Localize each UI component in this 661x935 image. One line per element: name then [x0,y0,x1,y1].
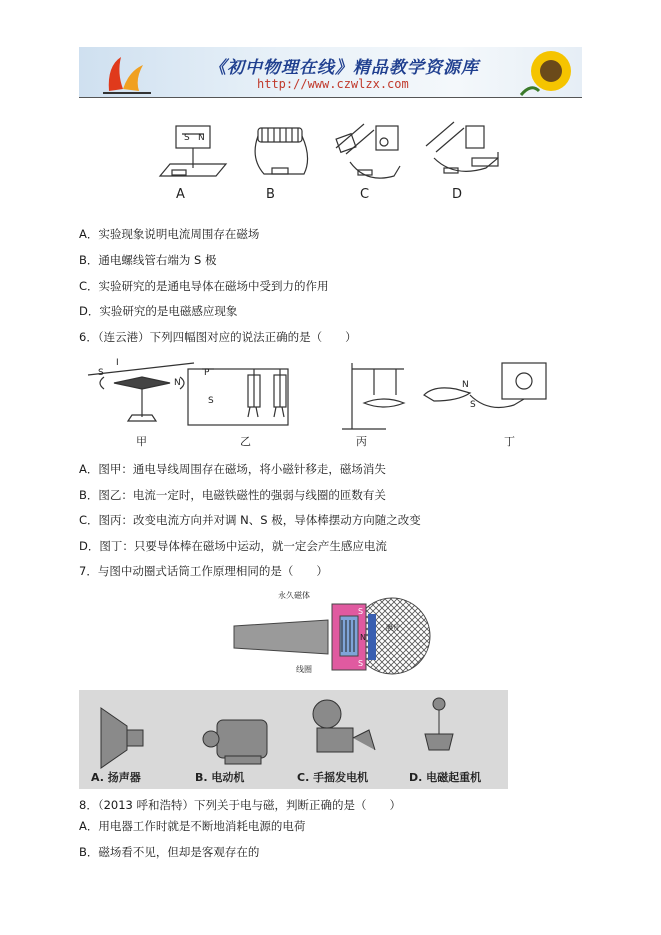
q5-option-c: C．实验研究的是通电导体在磁场中受到力的作用 [79,279,329,293]
fig-label-yi: 乙 [240,435,251,448]
svg-text:S: S [98,368,104,378]
fig-label-b: B [266,187,275,202]
figure-microphone [232,590,432,678]
sunflower-icon [517,47,581,97]
banner-url[interactable]: http://www.czwlzx.com [257,77,409,91]
svg-text:P: P [204,368,210,378]
fig-label-a: A [176,187,185,202]
label-magnet: 永久磁体 [278,591,310,600]
svg-text:N: N [198,133,205,143]
q6-stem: 6．（连云港）下列四幅图对应的说法正确的是（ ） [79,330,357,344]
header-banner [79,47,582,98]
svg-text:N: N [174,378,181,388]
choice-label-d: D. 电磁起重机 [409,771,482,784]
q8-stem: 8．（2013 呼和浩特）下列关于电与磁，判断正确的是（ ） [79,798,401,812]
svg-text:I: I [116,358,119,368]
q5-option-a: A．实验现象说明电流周围存在磁场 [79,227,260,241]
fig-label-ding: 丁 [504,435,515,448]
svg-text:N: N [462,380,469,390]
q7-choices-drawing [79,690,508,789]
banner-title: 《初中物理在线》精品教学资源库 [209,58,479,78]
label-coil: 线圈 [296,665,312,674]
fig-label-bing: 丙 [356,435,367,448]
microphone-drawing [232,590,432,678]
figure-q5-drawing [154,118,506,202]
q5-option-d: D．实验研究的是电磁感应现象 [79,304,238,318]
q6-option-c: C．图丙：改变电流方向并对调 N、S 极，导体棒摆动方向随之改变 [79,513,421,527]
label-diaphragm: 膜片 [386,624,400,632]
fig-label-c: C [360,187,370,202]
fig-label-d: D [452,187,463,202]
svg-text:S: S [358,659,364,668]
figure-q6-drawing [84,355,574,450]
q6-option-a: A．图甲：通电导线周围存在磁场，将小磁针移走，磁场消失 [79,462,386,476]
q6-option-b: B．图乙：电流一定时，电磁铁磁性的强弱与线圈的匝数有关 [79,488,386,502]
q7-stem: 7．与图中动圈式话筒工作原理相同的是（ ） [79,564,328,578]
svg-text:S: S [358,607,364,616]
figure-q5 [154,118,506,202]
choice-label-c: C. 手摇发电机 [297,771,369,784]
choice-label-b: B. 电动机 [195,771,245,784]
q8-option-b: B．磁场看不见，但却是客观存在的 [79,845,260,859]
svg-text:S: S [470,400,476,410]
q5-option-b: B．通电螺线管右端为 S 极 [79,253,217,267]
q8-option-a: A．用电器工作时就是不断地消耗电源的电荷 [79,819,306,833]
fig-label-jia: 甲 [136,435,147,448]
svg-text:S: S [208,396,214,406]
figure-q6 [84,355,574,450]
q6-option-d: D．图丁：只要导体棒在磁场中运动，就一定会产生感应电流 [79,539,387,553]
svg-text:N: N [360,633,366,642]
choice-label-a: A. 扬声器 [91,771,141,784]
logo-icon [99,51,159,95]
figure-q7-choices [79,690,508,789]
svg-text:S: S [184,133,190,143]
